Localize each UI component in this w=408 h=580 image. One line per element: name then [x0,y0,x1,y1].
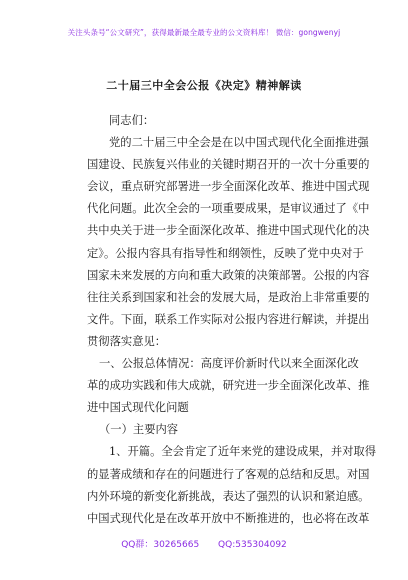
paragraph-line: 国家未来发展的方向和重大政策的决策部署。公报的内容 [87,268,370,282]
subsection-heading: （一）主要内容 [99,423,179,437]
paragraph-line: 的显著成绩和存在的问题进行了客观的总结和反思。对国 [87,467,370,481]
document-title: 二十届三中全会公报《决定》精神解读 [106,79,302,92]
footer-qq-group: QQ群：30265665 [121,540,200,550]
header-note: 关注头条号“公文研究”，获得最新最全最专业的公文资料库！ 微信：gongwenyj [67,28,341,37]
paragraph-line: 贯彻落实意见： [87,334,167,348]
paragraph-line: 内外环境的新变化新挑战，表达了强烈的认识和紧迫感。 [87,489,370,503]
paragraph-line: 定》。公报内容具有指导性和纲领性，反映了党中央对于 [87,246,364,260]
paragraph-line: 往往关系到国家和社会的发展大局，是政治上非常重要的 [87,290,370,304]
paragraph-line: 党的二十届三中全会是在以中国式现代化全面推进强 [109,136,369,150]
paragraph-line: 1、开篇。全会肯定了近年来党的建设成果，并对取得 [109,445,377,459]
footer-contact [0,537,408,550]
paragraph-line: 会议，重点研究部署进一步全面深化改革、推进中国式现 [87,180,370,194]
paragraph-line: 代化问题。此次全会的一项重要成果，是审议通过了《中 [87,202,370,216]
paragraph-line: 共中央关于进一步全面深化改革、推进中国式现代化的决 [87,224,370,238]
paragraph-line: 中国式现代化是在改革开放中不断推进的，也必将在改革 [87,511,370,525]
document-body [87,110,377,530]
paragraph-line: 文件。下面，联系工作实际对公报内容进行解读，并提出 [87,312,370,326]
footer-qq-number: QQ:535304092 [218,540,287,550]
section-heading: 进中国式现代化问题 [87,401,189,415]
salutation: 同志们： [109,114,155,127]
paragraph-line: 国建设、民族复兴伟业的关键时期召开的一次十分重要的 [87,158,370,172]
section-heading: 革的成功实践和伟大成就，研究进一步全面深化改革、推 [87,379,370,393]
section-heading: 一、公报总体情况：高度评价新时代以来全面深化改 [99,357,359,371]
